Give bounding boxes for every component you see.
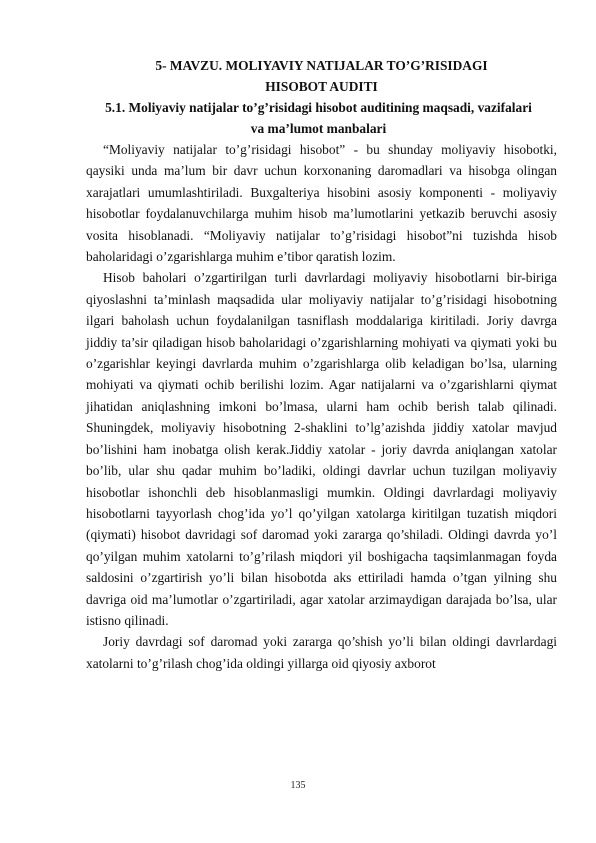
topic-title-line-2: HISOBOT AUDITI (265, 78, 378, 94)
paragraph-3: Joriy davrdagi sof daromad yoki zararga qo’shish yo’li bilan oldingi davrlardagi xatolarni to’g’rilash chog’ida oldingi yillarga oid qiyosiy axborot (86, 634, 557, 671)
paragraph-2: Hisob baholari o’zgartirilgan turli davrlardagi moliyaviy hisobotlarni bir-biriga qiyoslashni ta’minlash maqsadida ular moliyaviy natijalar to’g’risidagi hisobotning ilgari baholash uchun foydalanilgan tasniflash moddalariga kiritiladi. Joriy davrga jiddiy ta’sir qiladigan hisob baholaridagi o’zgarishlarning mohiyati va qiymati yoki bu o’zgarishlar keyingi davrlarda muhim o’zgarishlarga olib keladigan bo’lsa, ularning mohiyati va qiymati ochib berilishi lozim. Agar natijalarni va o’zgarishlarni qiymat jihatidan aniqlashning imkoni bo’lmasa, ularni ham ochib berish talab qilinadi. Shuningdek, moliyaviy hisobotning 2-shaklini to’lg’azishda jiddiy xatolar mavjud bo’lishini ham inobatga olish kerak.Jiddiy xatolar - joriy davrda aniqlangan xatolar bo’lib, ular shu qadar muhim bo’ladiki, oldingi davrlar uchun tuzilgan moliyaviy hisobotlar ishonchli deb hisoblanmasligi mumkin. Oldingi davrlardagi moliyaviy hisobotlarni tayyorlash chog’ida yo’l qo’yilgan xatolarga kiritilgan tuzatish miqdori (qiymati) hisobot davridagi sof daromad yoki zararga qo’shiladi. Oldingi davrda yo’l qo’yilgan muhim xatolarni to’g’rilash miqdori yil boshigacha taqsimlanmagan foyda saldosini o’zgartirish yo’li bilan hisobotda aks ettiriladi hamda o’tgan yilning shu davriga oid ma’lumotlar o’zgartiriladi, agar xatolar arzimaydigan darajada bo’lsa, ular istisno qilinadi. (86, 270, 557, 628)
paragraph-1: “Moliyaviy natijalar to’g’risidagi hisobot” - bu shunday moliyaviy hisobotki, qaysiki unda ma’lum bir davr uchun korxonaning daromadlari va hisobga olingan xarajatlari umumlashtiriladi. Buxgalteriya hisobini asosiy komponenti - moliyaviy hisobotlar foydalanuvchilarga muhim hisob ma’lumotlarini yetkazib beruvchi asosiy vosita hisoblanadi. “Moliyaviy natijalar to’g’risidagi hisobot”ni tuzishda hisob baholaridagi o’zgarishlarga muhim e’tibor qaratish lozim. (86, 142, 557, 265)
section-title-line-2: va ma’lumot manbalari (250, 121, 387, 136)
document-page (86, 56, 557, 674)
section-title-line-1: 5.1. Moliyaviy natijalar to’g’risidagi hisobot auditining maqsadi, vazifalari (105, 100, 532, 115)
page-number: 135 (290, 780, 306, 791)
topic-title-line-1: 5- MAVZU. MOLIYAVIY NATIJALAR TO’G’RISIDAGI (155, 58, 488, 73)
